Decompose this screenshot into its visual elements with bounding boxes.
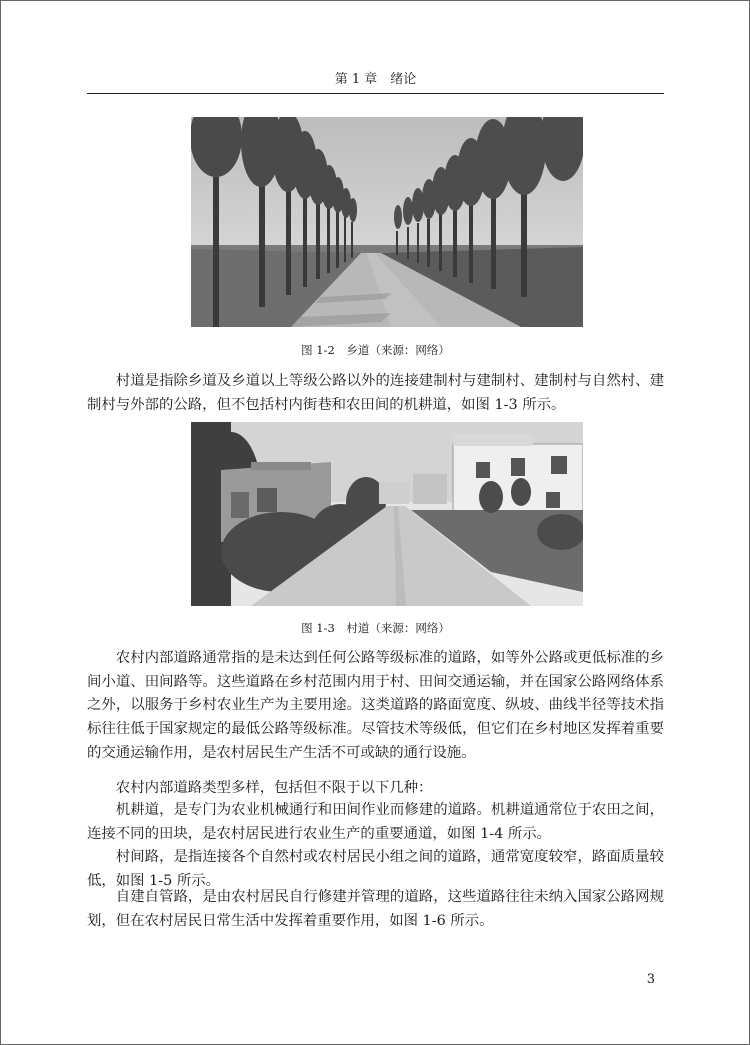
figure-1-2-caption: 图 1-2 乡道（来源：网络） [301, 343, 450, 357]
figure-1-3-caption: 图 1-3 村道（来源：网络） [301, 621, 450, 635]
figure-1-2-photo [191, 117, 583, 327]
paragraph-road-types-intro: 农村内部道路类型多样，包括但不限于以下几种： [115, 780, 433, 796]
paragraph-self-built-road: 自建自管路，是由农村居民自行修建并管理的道路，这些道路往往未纳入国家公路网规划，但在农村居民日常生活中发挥着重要作用，如图 1-6 所示。 [87, 889, 664, 929]
tree-lined-road-image [191, 117, 583, 327]
paragraph-village-road-definition: 村道是指除乡道及乡道以上等级公路以外的连接建制村与建制村、建制村与自然村、建制村与外部的公路，但不包括村内街巷和农田间的机耕道，如图 1-3 所示。 [87, 373, 664, 413]
figure-1-3-photo [191, 422, 583, 606]
header-rule [87, 93, 664, 94]
village-road-image [191, 422, 583, 606]
page-number: 3 [646, 972, 655, 987]
running-header: 第 1 章 绪论 [334, 72, 417, 87]
paragraph-machine-road: 机耕道，是专门为农业机械通行和田间作业而修建的道路。机耕道通常位于农田之间，连接不同的田块，是农村居民进行农业生产的重要通道，如图 1-4 所示。 [87, 802, 664, 842]
paragraph-internal-roads: 农村内部道路通常指的是未达到任何公路等级标准的道路，如等外公路或更低标准的乡间小道、田间路等。这些道路在乡村范围内用于村、田间交通运输，并在国家公路网络体系之外，以服务于乡村农业生产为主要用途。这类道路的路面宽度、纵坡、曲线半径等技术指标往往低于国家规定的最低公路等级标准。尽管技术等级低，但它们在乡村地区发挥着重要的交通运输作用，是农村居民生产生活不可或缺的通行设施。 [87, 650, 664, 761]
paragraph-inter-village-road: 村间路，是指连接各个自然村或农村居民小组之间的道路，通常宽度较窄，路面质量较低，如图 1-5 所示。 [87, 849, 664, 889]
